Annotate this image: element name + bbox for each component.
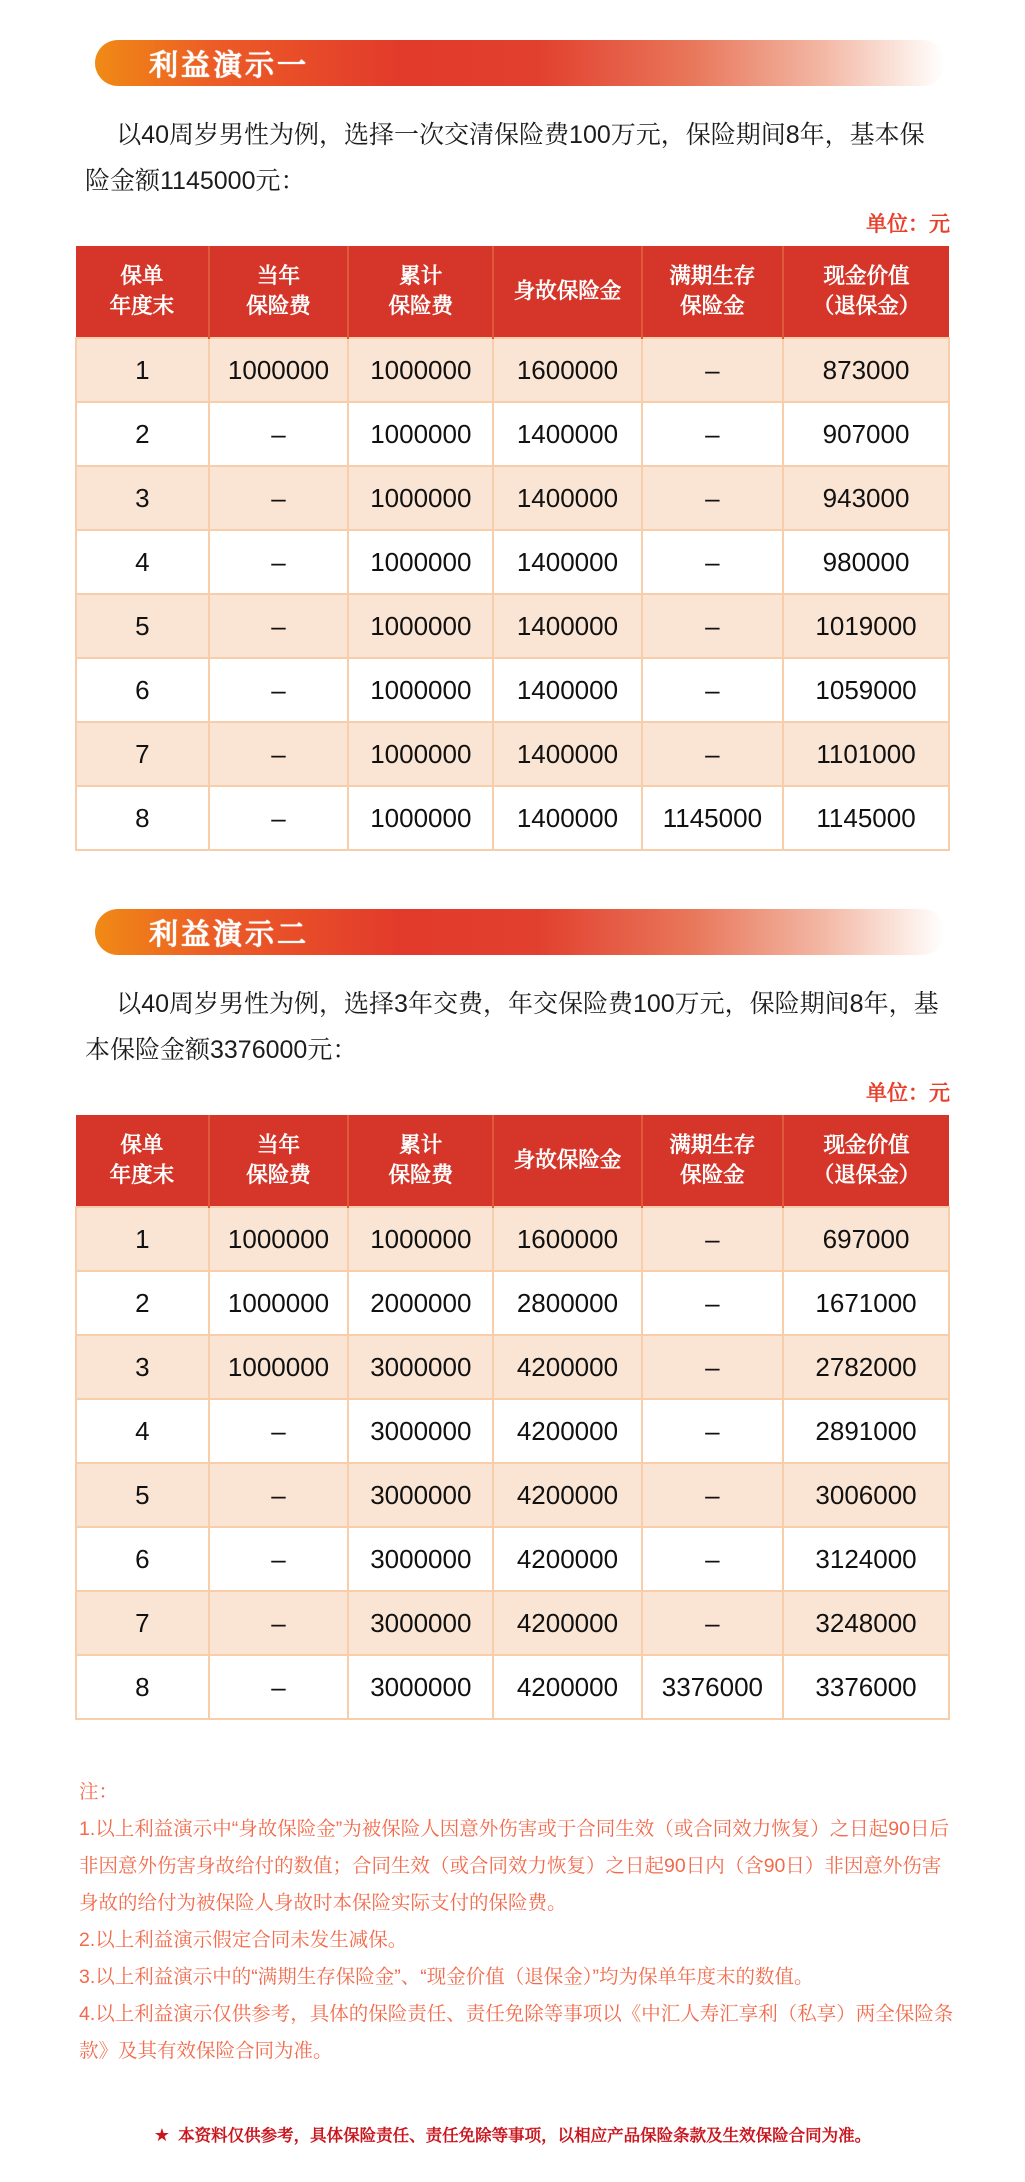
table-cell: 1400000	[493, 530, 641, 594]
table-cell: 3	[76, 466, 209, 530]
table-cell: –	[209, 466, 349, 530]
table-cell: –	[209, 722, 349, 786]
table-cell: 2000000	[348, 1271, 493, 1335]
table-cell: 1000000	[209, 338, 349, 402]
table-cell: –	[209, 1655, 349, 1719]
table-cell: 1000000	[348, 722, 493, 786]
notes-section	[79, 1774, 959, 2070]
table-cell: –	[642, 530, 783, 594]
table-cell: 1600000	[493, 338, 641, 402]
table-row	[76, 722, 949, 786]
table-cell: 1400000	[493, 594, 641, 658]
table-cell: –	[642, 1527, 783, 1591]
table-row	[76, 1655, 949, 1719]
note-item-4: 4.以上利益演示仅供参考，具体的保险责任、责任免除等事项以《中汇人寿汇享利（私享）两全保险条款》及其有效保险合同为准。	[79, 2003, 954, 2063]
table-cell: 3000000	[348, 1655, 493, 1719]
table-cell: 1059000	[783, 658, 949, 722]
table-cell: 4200000	[493, 1335, 641, 1399]
table-cell: 4200000	[493, 1591, 641, 1655]
benefit-demo-1-section	[75, 40, 950, 851]
section-1-badge	[95, 40, 945, 86]
table-cell: 4200000	[493, 1399, 641, 1463]
section-2-badge	[95, 909, 945, 955]
table-cell: –	[642, 466, 783, 530]
table-cell: –	[209, 530, 349, 594]
table-cell: 1400000	[493, 786, 641, 850]
table-cell: 1000000	[209, 1207, 349, 1271]
column-header: 身故保险金	[493, 246, 641, 338]
table-cell: –	[209, 1463, 349, 1527]
table-row	[76, 1271, 949, 1335]
table-cell: 1400000	[493, 466, 641, 530]
section-1-intro-paragraph: 以40周岁男性为例，选择一次交清保险费100万元，保险期间8年，基本保险金额1145000元：	[85, 121, 925, 195]
table-cell: 1000000	[348, 786, 493, 850]
table-cell: 1000000	[348, 530, 493, 594]
table-cell: 3124000	[783, 1527, 949, 1591]
column-header: 当年 保险费	[209, 1115, 349, 1207]
table-cell: –	[642, 1399, 783, 1463]
footer-disclaimer-text: 本资料仅供参考，具体保险责任、责任免除等事项，以相应产品保险条款及生效保险合同为准。	[178, 2127, 872, 2146]
section-1-badge-label: 利益演示一	[149, 49, 310, 82]
table-cell: 1000000	[209, 1271, 349, 1335]
table-cell: –	[642, 402, 783, 466]
table-cell: –	[642, 1335, 783, 1399]
table-cell: –	[642, 1463, 783, 1527]
table-row	[76, 1207, 949, 1271]
table-cell: –	[209, 1399, 349, 1463]
section-1-unit-label: 单位：元	[866, 213, 950, 236]
notes-title: 注：	[79, 1781, 119, 1803]
table-cell: 2891000	[783, 1399, 949, 1463]
table-cell: 1145000	[642, 786, 783, 850]
table-cell: 8	[76, 1655, 209, 1719]
table-cell: 2800000	[493, 1271, 641, 1335]
table-cell: 3	[76, 1335, 209, 1399]
table-cell: 2	[76, 1271, 209, 1335]
table-cell: 1000000	[348, 338, 493, 402]
table-cell: 6	[76, 1527, 209, 1591]
table-cell: –	[209, 1527, 349, 1591]
note-item-1: 1.以上利益演示中“身故保险金”为被保险人因意外伤害或于合同生效（或合同效力恢复）之日起90日后非因意外伤害身故给付的数值；合同生效（或合同效力恢复）之日起90日内（含90日）非因意外伤害身故的给付为被保险人身故时本保险实际支付的保险费。	[79, 1818, 949, 1915]
table-cell: 1000000	[348, 466, 493, 530]
table-cell: 4200000	[493, 1463, 641, 1527]
table-cell: 7	[76, 1591, 209, 1655]
footer-disclaimer	[75, 2122, 950, 2146]
table-cell: 4	[76, 1399, 209, 1463]
column-header: 保单 年度末	[109, 1133, 175, 1187]
table-cell: 3006000	[783, 1463, 949, 1527]
table-cell: 1101000	[783, 722, 949, 786]
column-header: 身故保险金	[493, 1115, 641, 1207]
benefit-table-1	[75, 246, 950, 851]
table-cell: –	[642, 722, 783, 786]
table-row	[76, 1527, 949, 1591]
table-row	[76, 1591, 949, 1655]
table-cell: –	[642, 658, 783, 722]
header-row	[76, 1115, 949, 1207]
column-header: 满期生存 保险金	[642, 246, 783, 338]
table-cell: 1000000	[209, 1335, 349, 1399]
table-row	[76, 466, 949, 530]
table-cell: 1400000	[493, 402, 641, 466]
table-row	[76, 1463, 949, 1527]
table-cell: 2782000	[783, 1335, 949, 1399]
table-cell: 1600000	[493, 1207, 641, 1271]
table-cell: 1000000	[348, 402, 493, 466]
table-cell: 980000	[783, 530, 949, 594]
table-cell: 1019000	[783, 594, 949, 658]
column-header: 累计 保险费	[348, 246, 493, 338]
column-header: 现金价值 （退保金）	[783, 246, 949, 338]
table-cell: 3376000	[642, 1655, 783, 1719]
note-item-3: 3.以上利益演示中的“满期生存保险金”、“现金价值（退保金）”均为保单年度末的数值。	[79, 1966, 814, 1989]
table-cell: 3000000	[348, 1527, 493, 1591]
table-cell: –	[642, 594, 783, 658]
table-cell: –	[209, 786, 349, 850]
table-cell: –	[642, 1271, 783, 1335]
table-cell: 3248000	[783, 1591, 949, 1655]
table-cell: 3000000	[348, 1399, 493, 1463]
table-cell: 1145000	[783, 786, 949, 850]
table-cell: 1	[76, 338, 209, 402]
table-row	[76, 402, 949, 466]
table-cell: –	[642, 338, 783, 402]
table-cell: 7	[76, 722, 209, 786]
table-cell: 5	[76, 1463, 209, 1527]
table-cell: 5	[76, 594, 209, 658]
table-cell: 943000	[783, 466, 949, 530]
table-cell: 3376000	[783, 1655, 949, 1719]
table-cell: 1671000	[783, 1271, 949, 1335]
table-cell: 8	[76, 786, 209, 850]
table-cell: 1400000	[493, 722, 641, 786]
table-cell: 2	[76, 402, 209, 466]
table-row	[76, 594, 949, 658]
table-cell: 1000000	[348, 658, 493, 722]
star-icon: ★	[153, 2125, 171, 2146]
table-row	[76, 1399, 949, 1463]
table-cell: 1000000	[348, 1207, 493, 1271]
table-cell: 697000	[783, 1207, 949, 1271]
table-row	[76, 786, 949, 850]
column-header: 现金价值 （退保金）	[783, 1115, 949, 1207]
table-cell: 3000000	[348, 1335, 493, 1399]
table-cell: 1400000	[493, 658, 641, 722]
table-cell: 6	[76, 658, 209, 722]
table-cell: 3000000	[348, 1463, 493, 1527]
benefit-demo-2-section	[75, 909, 950, 1720]
table-cell: 4200000	[493, 1655, 641, 1719]
section-2-badge-label: 利益演示二	[149, 918, 310, 951]
note-item-2: 2.以上利益演示假定合同未发生减保。	[79, 1929, 408, 1952]
table-cell: 4	[76, 530, 209, 594]
table-cell: 4200000	[493, 1527, 641, 1591]
table-cell: 3000000	[348, 1591, 493, 1655]
table-cell: –	[642, 1207, 783, 1271]
table-cell: –	[209, 658, 349, 722]
section-2-intro-paragraph: 以40周岁男性为例，选择3年交费，年交保险费100万元，保险期间8年，基本保险金额3376000元：	[85, 990, 939, 1064]
column-header: 当年 保险费	[209, 246, 349, 338]
table-cell: 1000000	[348, 594, 493, 658]
table-row	[76, 658, 949, 722]
table-row	[76, 338, 949, 402]
table-row	[76, 530, 949, 594]
table-cell: –	[209, 1591, 349, 1655]
benefit-table-2	[75, 1115, 950, 1720]
column-header: 满期生存 保险金	[642, 1115, 783, 1207]
table-cell: 873000	[783, 338, 949, 402]
table-cell: 907000	[783, 402, 949, 466]
table-row	[76, 1335, 949, 1399]
table-cell: –	[642, 1591, 783, 1655]
table-cell: –	[209, 402, 349, 466]
table-cell: –	[209, 594, 349, 658]
header-row	[76, 246, 949, 338]
table-cell: 1	[76, 1207, 209, 1271]
column-header: 保单 年度末	[109, 264, 175, 318]
column-header: 累计 保险费	[348, 1115, 493, 1207]
section-2-unit-label: 单位：元	[866, 1082, 950, 1105]
